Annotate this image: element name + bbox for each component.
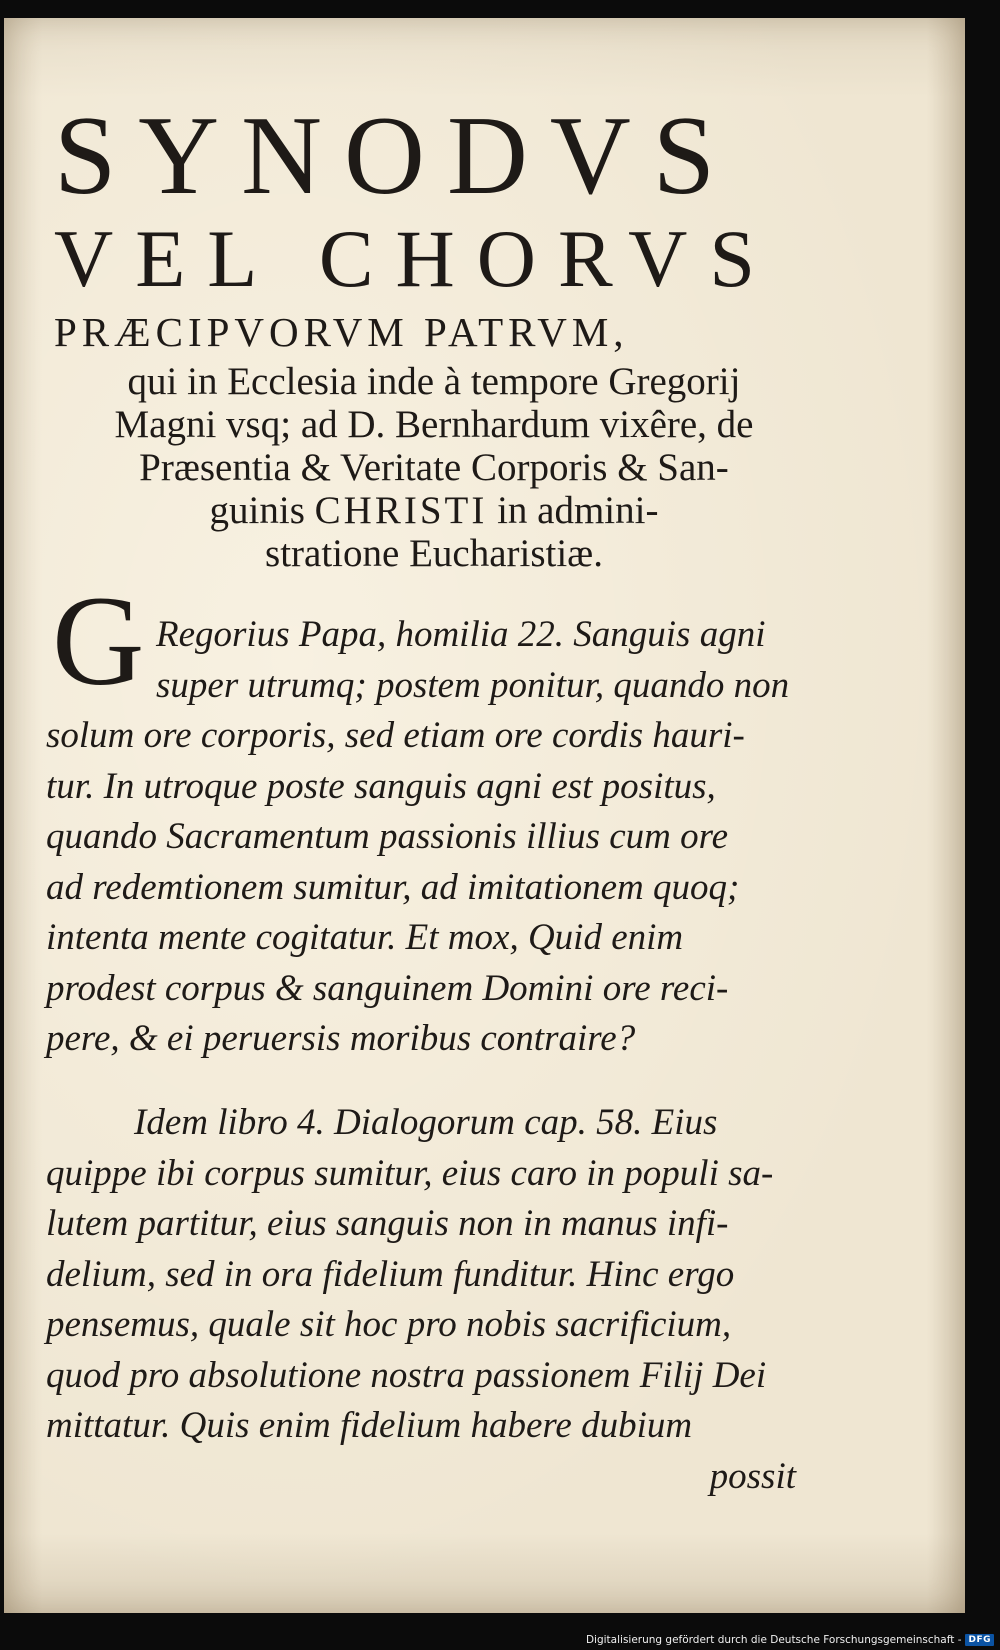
text-line: delium, sed in ora fidelium funditur. Hinc ergo — [46, 1253, 735, 1295]
catchword: possit — [709, 1455, 796, 1497]
subtitle-word: in admini- — [497, 489, 659, 532]
text-line: Idem libro 4. Dialogorum cap. 58. Eius — [134, 1102, 718, 1143]
drop-cap-initial: G — [52, 570, 145, 712]
subtitle-line: Præsentia & Veritate Corporis & San- — [139, 446, 729, 489]
text-line: quod pro absolutione nostra passionem Filij Dei — [46, 1354, 767, 1396]
title-line-1: SYNODVS — [54, 94, 737, 218]
text-line: prodest corpus & sanguinem Domini ore reci- — [46, 967, 729, 1009]
paragraph-2 — [46, 1098, 806, 1502]
credit-text: Digitalisierung gefördert durch die Deutsche Forschungsgemeinschaft - — [585, 1634, 962, 1646]
text-line: lutem partitur, eius sanguis non in manus infi- — [46, 1203, 729, 1244]
title-line-2: VEL CHORVS — [54, 213, 777, 304]
subtitle-line-christi — [44, 489, 824, 532]
subtitle-body — [44, 360, 824, 575]
text-line: tur. In utroque poste sanguis agni est positus, — [46, 765, 716, 807]
christi-smallcaps: CHRISTI — [314, 489, 488, 532]
text-line: pere, & ei peruersis moribus contraire? — [46, 1018, 636, 1059]
text-line: mittatur. Quis enim fidelium habere dubium — [46, 1405, 693, 1446]
text-line: Regorius Papa, homilia 22. Sanguis agni — [156, 614, 766, 655]
subtitle-caps: PRÆCIPVORVM PATRVM, — [54, 309, 629, 355]
book-page — [4, 18, 965, 1613]
dfg-logo-icon: DFG — [965, 1634, 994, 1646]
subtitle-line: stratione Eucharistiæ. — [265, 532, 603, 575]
text-line: solum ore corporis, sed etiam ore cordis hauri- — [46, 715, 745, 756]
digitization-credit — [586, 1634, 994, 1646]
text-line: pensemus, quale sit hoc pro nobis sacrificium, — [46, 1304, 732, 1345]
text-line: ad redemtionem sumitur, ad imitationem quoq; — [46, 866, 740, 908]
text-line: quando Sacramentum passionis illius cum ore — [46, 816, 729, 857]
subtitle-word: guinis — [209, 489, 305, 532]
text-line: quippe ibi corpus sumitur, eius caro in populi sa- — [46, 1152, 774, 1194]
text-line: intenta mente cogitatur. Et mox, Quid enim — [46, 917, 684, 958]
paragraph-1 — [46, 610, 806, 1065]
subtitle-line: Magni vsq; ad D. Bernhardum vixêre, de — [114, 403, 754, 446]
subtitle-line: qui in Ecclesia inde à tempore Gregorij — [127, 360, 741, 403]
text-line: super utrumq; postem ponitur, quando non — [156, 664, 790, 706]
